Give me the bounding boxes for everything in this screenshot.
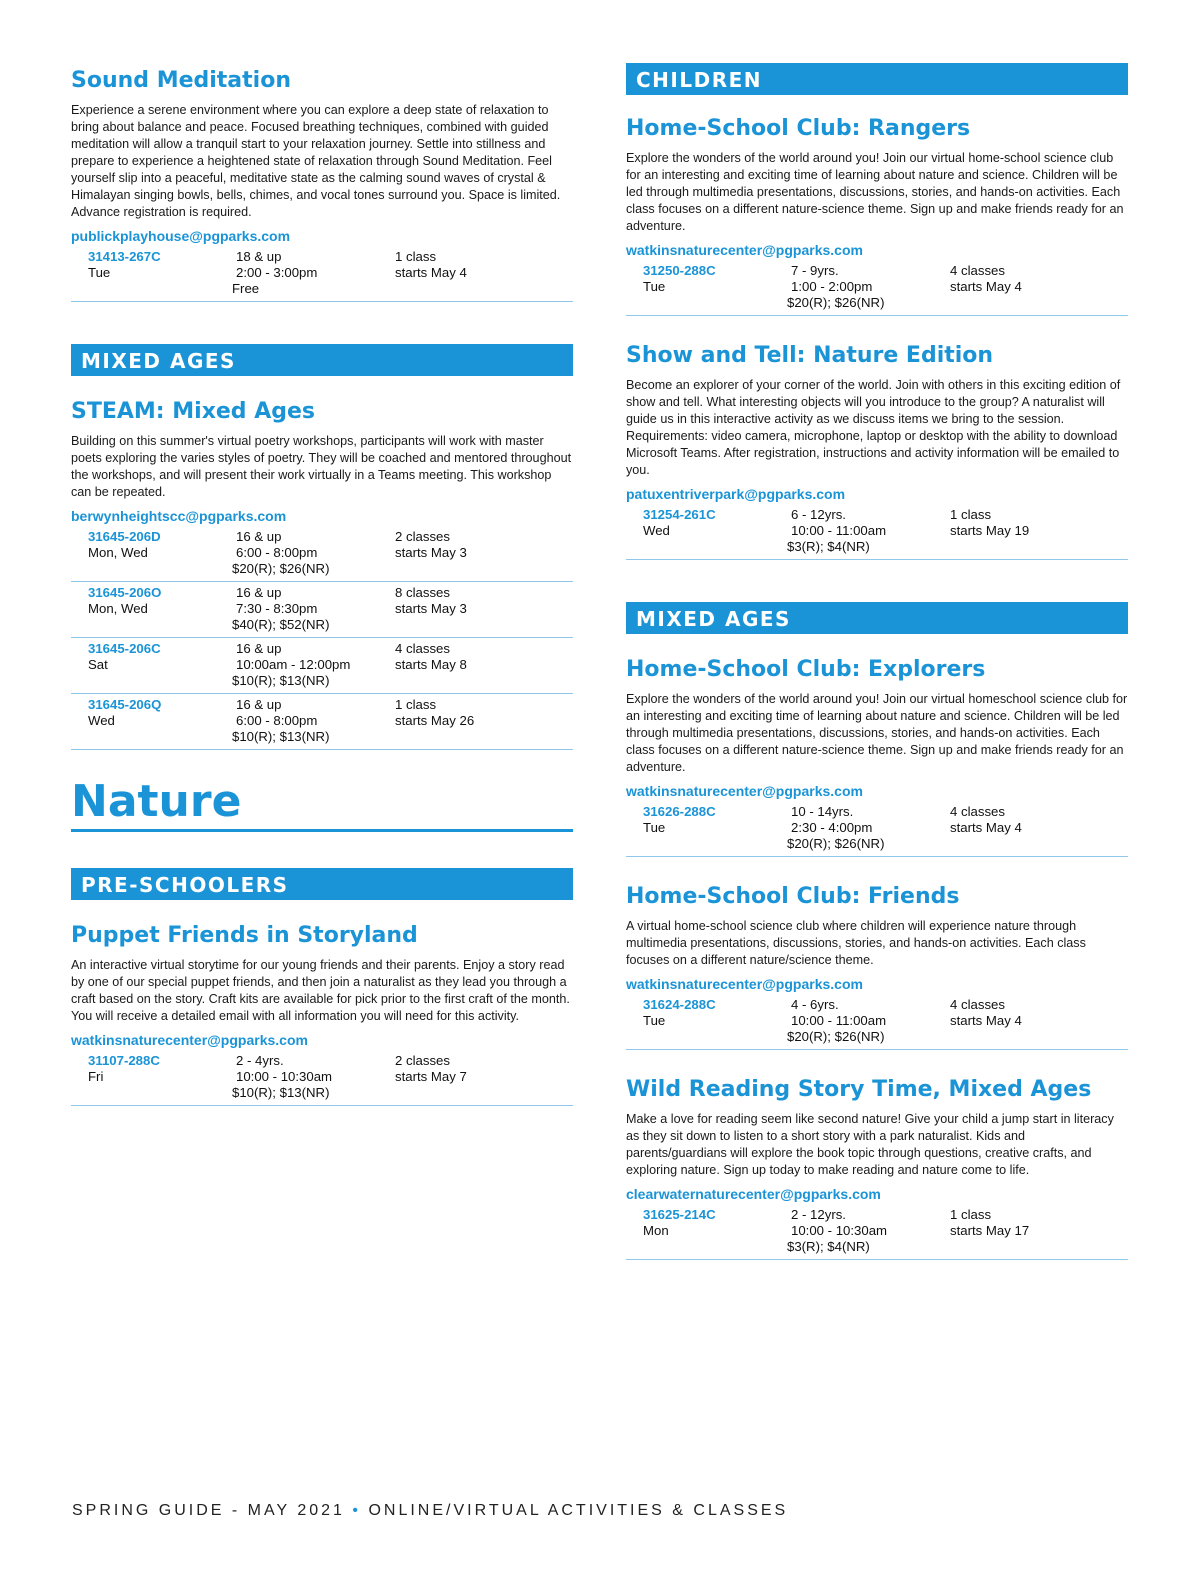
course-day: Mon, Wed bbox=[88, 545, 148, 560]
course-code[interactable]: 31645-206D bbox=[88, 529, 161, 544]
course-age: 2 - 4yrs. bbox=[236, 1053, 284, 1068]
course-day: Mon bbox=[643, 1223, 669, 1238]
course-start-date: starts May 3 bbox=[395, 601, 467, 616]
offering-code-cell bbox=[88, 697, 236, 745]
course-time: 10:00 - 10:30am bbox=[236, 1069, 333, 1084]
contact-email[interactable]: watkinsnaturecenter@pgparks.com bbox=[626, 242, 863, 258]
course-code[interactable]: 31626-288C bbox=[643, 804, 716, 819]
offering-detail-cell bbox=[232, 1053, 395, 1101]
category-bar-mixed-ages: MIXED AGES bbox=[626, 602, 1128, 634]
offering-row bbox=[71, 249, 573, 302]
activity-title: Wild Reading Story Time, Mixed Ages bbox=[626, 1077, 1092, 1102]
course-time: 2:00 - 3:00pm bbox=[236, 265, 318, 280]
course-code[interactable]: 31624-288C bbox=[643, 997, 716, 1012]
offering-detail-cell bbox=[232, 529, 395, 577]
activity-description: Explore the wonders of the world around you! Join our virtual homeschool science club for an interesting and exciting time of learning about nature and science. Children will be led through multimedia presentations, discussions, stories, and hands-on activities. Each class focuses on a different nature-science theme. Sign up and make friends ready for an adventure. bbox=[626, 692, 1128, 774]
contact-email[interactable]: watkinsnaturecenter@pgparks.com bbox=[626, 976, 863, 992]
course-fee: $20(R); $26(NR) bbox=[787, 1029, 885, 1044]
offering-schedule-cell bbox=[950, 263, 1128, 311]
course-time: 7:30 - 8:30pm bbox=[236, 601, 318, 616]
activity-description: Make a love for reading seem like second nature! Give your child a jump start in literacy as they sit down to listen to a short story with a park naturalist. Kids and parents/guardians will explore the book topic through questions, creative crafts, and exploring nature. Sign up today to make reading and nature come to life. bbox=[626, 1112, 1114, 1177]
course-class-count: 1 class bbox=[950, 507, 992, 522]
offering-row bbox=[626, 507, 1128, 560]
activity-puppet-friends bbox=[71, 922, 573, 1106]
offering-schedule-cell bbox=[950, 997, 1128, 1045]
course-class-count: 2 classes bbox=[395, 1053, 450, 1068]
course-day: Wed bbox=[88, 713, 115, 728]
course-day: Tue bbox=[643, 820, 666, 835]
offering-detail-cell bbox=[232, 697, 395, 745]
course-fee: $3(R); $4(NR) bbox=[787, 1239, 870, 1254]
activity-wild-reading bbox=[626, 1076, 1128, 1260]
section-heading-nature: Nature bbox=[71, 776, 573, 832]
offering-detail-cell bbox=[787, 1207, 950, 1255]
course-class-count: 4 classes bbox=[395, 641, 450, 656]
course-start-date: starts May 26 bbox=[395, 713, 475, 728]
activity-title: Home-School Club: Explorers bbox=[626, 657, 986, 682]
offering-row bbox=[626, 997, 1128, 1050]
contact-email[interactable]: patuxentriverpark@pgparks.com bbox=[626, 486, 846, 502]
course-fee: $20(R); $26(NR) bbox=[787, 836, 885, 851]
course-time: 10:00 - 11:00am bbox=[791, 523, 887, 538]
offerings-list bbox=[626, 997, 1128, 1050]
activity-description: Building on this summer's virtual poetry workshops, participants will work with master poets exploring the varies styles of poetry. They will be coached and mentored throughout the workshops, and will present their work virtually in a Teams meeting. This workshop can be repeated. bbox=[71, 434, 572, 499]
activity-description: Explore the wonders of the world around you! Join our virtual home-school science club for an interesting and exciting time of learning about nature and science. Children will be led through multimedia presentations, discussions, stories, and hands-on activities. Each class focuses on a different nature-science theme. Sign up and make friends ready for an adventure. bbox=[626, 151, 1124, 233]
course-class-count: 8 classes bbox=[395, 585, 450, 600]
offerings-list bbox=[626, 507, 1128, 560]
category-bar-mixed-ages: MIXED AGES bbox=[71, 344, 573, 376]
course-class-count: 4 classes bbox=[950, 263, 1005, 278]
offering-row bbox=[71, 697, 573, 750]
activity-title: Puppet Friends in Storyland bbox=[71, 923, 418, 948]
footer-section-title: ONLINE/VIRTUAL ACTIVITIES & CLASSES bbox=[368, 1502, 789, 1519]
course-day: Wed bbox=[643, 523, 670, 538]
course-day: Sat bbox=[88, 657, 108, 672]
offering-code-cell bbox=[643, 804, 791, 852]
left-column bbox=[71, 63, 573, 1106]
activity-description: Experience a serene environment where you can explore a deep state of relaxation to bring about balance and peace. Focused breathing techniques, combined with guided meditation will allow a tranquil start to your relaxation journey. Settle into stillness and prepare to experience a heightened state of relaxation through Sound Meditation. Feel yourself slip into a peaceful, meditative state as the calming sound waves of crystal & Himalayan singing bowls, bells, chimes, and vocal tones surround you. Space is limited. Advance registration is required. bbox=[71, 103, 561, 219]
course-time: 6:00 - 8:00pm bbox=[236, 713, 318, 728]
course-fee: $20(R); $26(NR) bbox=[232, 561, 330, 576]
contact-email[interactable]: berwynheightscc@pgparks.com bbox=[71, 508, 287, 524]
course-class-count: 2 classes bbox=[395, 529, 450, 544]
course-class-count: 4 classes bbox=[950, 997, 1005, 1012]
offering-schedule-cell bbox=[395, 585, 573, 633]
offering-code-cell bbox=[643, 507, 791, 555]
course-time: 10:00 - 10:30am bbox=[791, 1223, 888, 1238]
course-day: Tue bbox=[643, 1013, 666, 1028]
course-time: 2:30 - 4:00pm bbox=[791, 820, 873, 835]
course-day: Fri bbox=[88, 1069, 104, 1084]
offering-schedule-cell bbox=[950, 1207, 1128, 1255]
activity-description: Become an explorer of your corner of the world. Join with others in this exciting edition of show and tell. What interesting objects will you introduce to the group? A naturalist will guide us in this interactive activity as we discuss items we bring to the session. Requirements: video camera, microphone, laptop or desktop with the ability to download Microsoft Teams. After registration, instructions and activity information will be emailed to you. bbox=[626, 378, 1121, 477]
course-class-count: 1 class bbox=[950, 1207, 992, 1222]
offering-row bbox=[71, 1053, 573, 1106]
course-age: 10 - 14yrs. bbox=[791, 804, 854, 819]
course-fee: $40(R); $52(NR) bbox=[232, 617, 330, 632]
offerings-list bbox=[71, 249, 573, 302]
offering-code-cell bbox=[88, 249, 236, 297]
category-bar-children: CHILDREN bbox=[626, 63, 1128, 95]
activity-description: A virtual home-school science club where children will experience nature through multimedia presentations, discussions, stories, and hands-on activities. Each class focuses on a different nature/science theme. bbox=[626, 919, 1086, 967]
offering-row bbox=[626, 263, 1128, 316]
activity-home-school-explorers bbox=[626, 656, 1128, 857]
contact-email[interactable]: watkinsnaturecenter@pgparks.com bbox=[71, 1032, 308, 1048]
course-fee: $10(R); $13(NR) bbox=[232, 1085, 330, 1100]
course-fee: $3(R); $4(NR) bbox=[787, 539, 870, 554]
course-code[interactable]: 31625-214C bbox=[643, 1207, 716, 1222]
course-day: Tue bbox=[643, 279, 666, 294]
course-age: 7 - 9yrs. bbox=[791, 263, 839, 278]
offering-schedule-cell bbox=[395, 1053, 573, 1101]
offering-detail-cell bbox=[232, 585, 395, 633]
offerings-list bbox=[626, 804, 1128, 857]
offering-code-cell bbox=[643, 263, 791, 311]
course-start-date: starts May 7 bbox=[395, 1069, 467, 1084]
activity-title: Home-School Club: Rangers bbox=[626, 116, 971, 141]
course-code[interactable]: 31254-261C bbox=[643, 507, 716, 522]
activity-home-school-friends bbox=[626, 883, 1128, 1050]
offering-schedule-cell bbox=[395, 697, 573, 745]
course-age: 2 - 12yrs. bbox=[791, 1207, 846, 1222]
course-code[interactable]: 31250-288C bbox=[643, 263, 716, 278]
course-time: 1:00 - 2:00pm bbox=[791, 279, 873, 294]
offering-schedule-cell bbox=[395, 249, 573, 297]
course-age: 16 & up bbox=[236, 585, 282, 600]
course-start-date: starts May 4 bbox=[950, 1013, 1022, 1028]
course-start-date: starts May 4 bbox=[950, 279, 1022, 294]
course-start-date: starts May 17 bbox=[950, 1223, 1030, 1238]
course-fee: $10(R); $13(NR) bbox=[232, 673, 330, 688]
course-age: 16 & up bbox=[236, 641, 282, 656]
offering-row bbox=[626, 1207, 1128, 1260]
offerings-list bbox=[626, 1207, 1128, 1260]
offering-detail-cell bbox=[232, 249, 395, 297]
contact-email[interactable]: watkinsnaturecenter@pgparks.com bbox=[626, 783, 863, 799]
offering-detail-cell bbox=[787, 804, 950, 852]
activity-title: Home-School Club: Friends bbox=[626, 884, 960, 909]
right-column bbox=[626, 63, 1128, 1260]
offering-detail-cell bbox=[787, 263, 950, 311]
course-age: 18 & up bbox=[236, 249, 282, 264]
contact-email[interactable]: clearwaternaturecenter@pgparks.com bbox=[626, 1186, 881, 1202]
course-fee: $20(R); $26(NR) bbox=[787, 295, 885, 310]
contact-email[interactable]: publickplayhouse@pgparks.com bbox=[71, 228, 291, 244]
course-class-count: 4 classes bbox=[950, 804, 1005, 819]
offering-code-cell bbox=[88, 529, 236, 577]
course-start-date: starts May 19 bbox=[950, 523, 1030, 538]
category-bar-pre-schoolers: PRE-SCHOOLERS bbox=[71, 868, 573, 900]
course-code[interactable]: 31645-206Q bbox=[88, 697, 162, 712]
activity-title: STEAM: Mixed Ages bbox=[71, 399, 315, 424]
offering-code-cell bbox=[643, 997, 791, 1045]
course-start-date: starts May 8 bbox=[395, 657, 467, 672]
activity-show-and-tell bbox=[626, 342, 1128, 560]
offering-row bbox=[626, 804, 1128, 857]
course-code[interactable]: 31645-206O bbox=[88, 585, 162, 600]
course-time: 10:00am - 12:00pm bbox=[236, 657, 351, 672]
course-fee: Free bbox=[232, 281, 260, 296]
course-age: 16 & up bbox=[236, 697, 282, 712]
footer-guide-title: SPRING GUIDE - MAY 2021 bbox=[72, 1502, 345, 1519]
offering-code-cell bbox=[88, 1053, 236, 1101]
course-day: Tue bbox=[88, 265, 111, 280]
course-time: 6:00 - 8:00pm bbox=[236, 545, 318, 560]
course-start-date: starts May 4 bbox=[950, 820, 1022, 835]
course-class-count: 1 class bbox=[395, 249, 437, 264]
offering-code-cell bbox=[88, 585, 236, 633]
offering-code-cell bbox=[643, 1207, 791, 1255]
offering-detail-cell bbox=[787, 507, 950, 555]
offerings-list bbox=[71, 1053, 573, 1106]
course-code[interactable]: 31413-267C bbox=[88, 249, 161, 264]
course-age: 6 - 12yrs. bbox=[791, 507, 846, 522]
offerings-list bbox=[626, 263, 1128, 316]
activity-description: An interactive virtual storytime for our young friends and their parents. Enjoy a story read by one of our special puppet friends, and then join a naturalist as they lead you through a craft based on the story. Craft kits are available for pick prior to the first craft of the month. You will receive a detailed email with all information you will need for this activity. bbox=[71, 958, 570, 1023]
activity-steam-mixed-ages bbox=[71, 398, 573, 750]
offering-schedule-cell bbox=[950, 804, 1128, 852]
offering-row bbox=[71, 585, 573, 638]
course-time: 10:00 - 11:00am bbox=[791, 1013, 887, 1028]
course-fee: $10(R); $13(NR) bbox=[232, 729, 330, 744]
offering-row bbox=[71, 641, 573, 694]
course-day: Mon, Wed bbox=[88, 601, 148, 616]
offering-schedule-cell bbox=[395, 529, 573, 577]
footer-bullet: • bbox=[352, 1502, 361, 1519]
offering-row bbox=[71, 529, 573, 582]
page-footer bbox=[72, 1502, 788, 1520]
offering-schedule-cell bbox=[950, 507, 1128, 555]
course-code[interactable]: 31107-288C bbox=[88, 1053, 160, 1068]
course-code[interactable]: 31645-206C bbox=[88, 641, 161, 656]
course-start-date: starts May 4 bbox=[395, 265, 467, 280]
course-class-count: 1 class bbox=[395, 697, 437, 712]
course-start-date: starts May 3 bbox=[395, 545, 467, 560]
activity-title: Sound Meditation bbox=[71, 68, 291, 93]
course-age: 16 & up bbox=[236, 529, 282, 544]
activity-sound-meditation bbox=[71, 67, 573, 302]
activity-home-school-rangers bbox=[626, 115, 1128, 316]
offering-detail-cell bbox=[787, 997, 950, 1045]
activity-title: Show and Tell: Nature Edition bbox=[626, 343, 994, 368]
offering-schedule-cell bbox=[395, 641, 573, 689]
offering-detail-cell bbox=[232, 641, 395, 689]
course-age: 4 - 6yrs. bbox=[791, 997, 839, 1012]
offerings-list bbox=[71, 529, 573, 750]
offering-code-cell bbox=[88, 641, 236, 689]
